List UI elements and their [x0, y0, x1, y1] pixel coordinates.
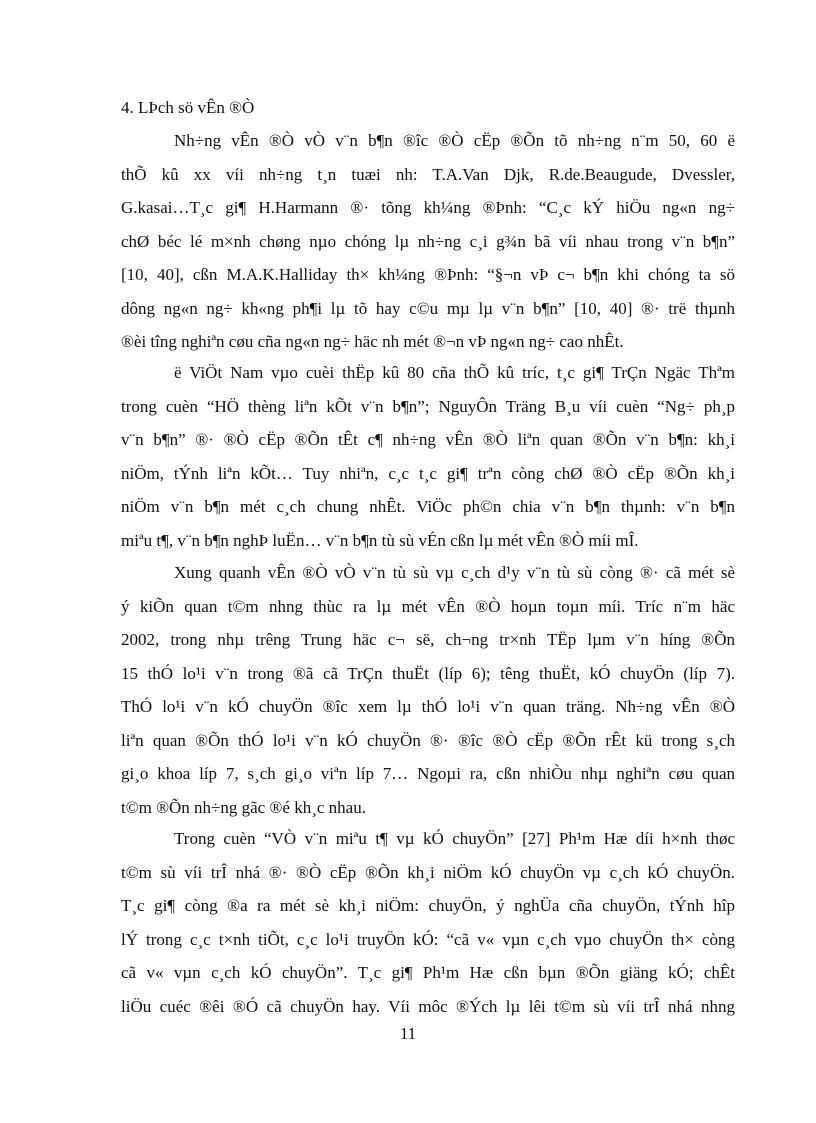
text-line: dông ng«n ng÷ kh«ng ph¶i lµ tõ hay c©u mµ lµ v¨n b¶n” [10, 40] ®· trë thµnh — [121, 298, 735, 318]
text-line: ý kiÕn quan t©m nhng thùc ra lµ mét vÊn ®Ò hoµn toµn míi. Tríc n¨m häc — [121, 596, 735, 616]
text-line: lÝ trong c¸c t×nh tiÕt, c¸c lo¹i truyÖn kÓ: “cã v« vµn c¸ch vµo chuyÖn th× còng — [121, 929, 735, 949]
text-line: [10, 40], cßn M.A.K.Halliday th× kh¼ng ®Þnh: “§¬n vÞ c¬ b¶n khi chóng ta sö — [121, 265, 735, 284]
text-line: gi¸o khoa líp 7, s¸ch gi¸o viªn líp 7… Ngoµi ra, cßn nhiÒu nhµ nghiªn cøu quan — [121, 764, 735, 783]
text-line: t©m ®Õn nh÷ng gãc ®é kh¸c nhau. — [121, 797, 366, 817]
text-line: Nh÷ng vÊn ®Ò vÒ v¨n b¶n ®îc ®Ò cËp ®Õn tõ nh÷ng n¨m 50, 60 ë — [174, 131, 735, 150]
page-number: 11 — [399, 1024, 417, 1043]
text-line: Trong cuèn “VÒ v¨n miªu t¶ vµ kÓ chuyÖn” [27] Ph¹m Hæ díi h×nh thøc — [174, 829, 735, 848]
paragraph — [121, 556, 735, 824]
text-line: ë ViÖt Nam vµo cuèi thËp kû 80 cña thÕ kû tríc, t¸c gi¶ TrÇn Ngäc Thªm — [174, 363, 735, 382]
text-line: niÖm, tÝnh liªn kÕt… Tuy nhiªn, c¸c t¸c gi¶ trªn còng chØ ®Ò cËp ®Õn kh¸i — [121, 463, 735, 483]
paragraph — [121, 124, 735, 359]
text-line: t©m sù víi trÎ nhá ®· ®Ò cËp ®Õn kh¸i niÖm kÓ chuyÖn vµ c¸ch kÓ chuyÖn. — [121, 862, 735, 882]
text-line: 15 thÓ lo¹i v¨n trong ®ã cã TrÇn thuËt (líp 6); têng thuËt, kÓ chuyÖn (líp 7). — [121, 663, 735, 683]
text-line: G.kasai…T¸c gi¶ H.Harmann ®· tõng kh¼ng ®Þnh: “C¸c kÝ hiÖu ng«n ng÷ — [121, 198, 735, 217]
text-line: ThÓ lo¹i v¨n kÓ chuyÖn ®îc xem lµ thÓ lo¹i v¨n quan träng. Nh÷ng vÊn ®Ò — [121, 697, 735, 716]
text-line: liªn quan ®Õn thÓ lo¹i v¨n kÓ chuyÖn ®· ®îc ®Ò cËp ®Õn rÊt kü trong s¸ch — [121, 730, 735, 750]
text-line: v¨n b¶n” ®· ®Ò cËp ®Õn tÊt c¶ nh÷ng vÊn ®Ò liªn quan ®Õn v¨n b¶n: kh¸i — [121, 430, 735, 449]
text-line: trong cuèn “HÖ thèng liªn kÕt v¨n b¶n”; NguyÔn Träng B¸u víi cuèn “Ng÷ ph¸p — [121, 396, 735, 416]
text-line: 2002, trong nhµ trêng Trung häc c¬ së, ch¬ng tr×nh TËp lµm v¨n híng ®Õn — [121, 630, 735, 649]
text-line: Xung quanh vÊn ®Ò vÒ v¨n tù sù vµ c¸ch d¹y v¨n tù sù còng ®· cã mét sè — [174, 563, 735, 582]
paragraph — [121, 356, 735, 557]
paragraph — [121, 822, 735, 1023]
text-line: miªu t¶, v¨n b¶n nghÞ luËn… v¨n b¶n tù sù vÉn cßn lµ mét vÊn ®Ò míi mÎ. — [121, 530, 639, 550]
text-line: cã v« vµn c¸ch kÓ chuyÖn”. T¸c gi¶ Ph¹m Hæ cßn bµn ®Õn giäng kÓ; chÊt — [121, 963, 735, 982]
text-line: chØ béc lé m×nh chøng nµo chóng lµ nh÷ng c¸i g¾n bã víi nhau trong v¨n b¶n” — [121, 231, 735, 251]
text-line: thÕ kû xx víi nh÷ng t¸n tuæi nh: T.A.Van Djk, R.de.Beaugude, Dvessler, — [121, 164, 735, 184]
section-heading: 4. LÞch sö vÊn ®Ò — [121, 98, 255, 117]
text-line: niÖm v¨n b¶n mét c¸ch chung nhÊt. ViÖc ph©n chia v¨n b¶n thµnh: v¨n b¶n — [121, 497, 735, 516]
text-line: ®èi tîng nghiªn cøu cña ng«n ng÷ häc nh mét ®¬n vÞ ng«n ng÷ cao nhÊt. — [121, 332, 624, 351]
text-line: T¸c gi¶ còng ®a ra mét sè kh¸i niÖm: chuyÖn, ý nghÜa cña chuyÖn, tÝnh hîp — [121, 896, 735, 915]
text-line: liÖu cuéc ®êi ®Ó cã chuyÖn hay. Víi môc ®Ých lµ lêi t©m sù víi trÎ nhá nhng — [121, 996, 735, 1016]
